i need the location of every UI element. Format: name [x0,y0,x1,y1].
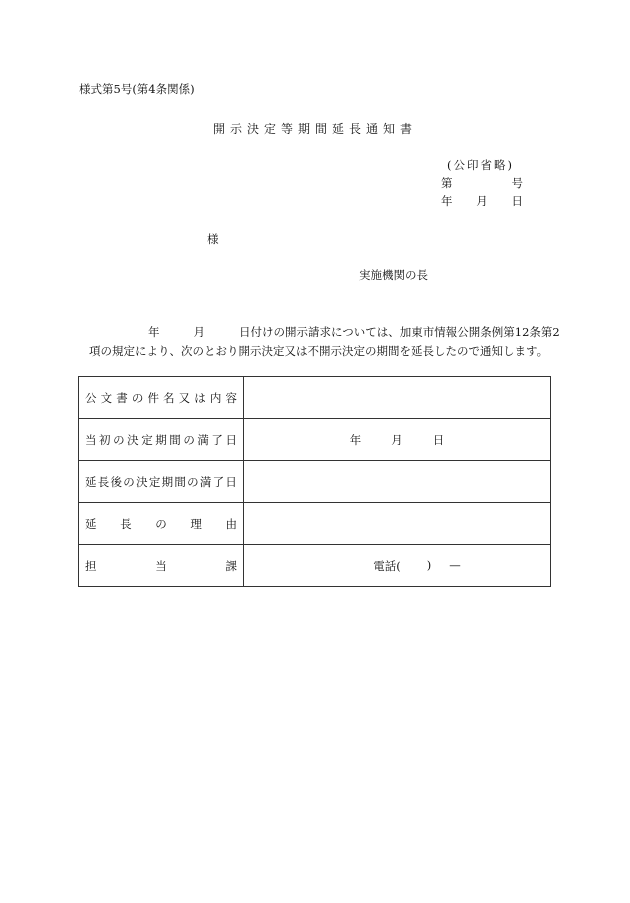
label-text [85,390,237,406]
label-text [85,558,237,574]
label-char: 当 [155,558,167,573]
label-char: 初 [99,432,111,447]
label-text [85,432,237,448]
label-text [85,474,237,490]
label-char: 文 [100,390,113,405]
date-day: 日 [511,194,523,208]
label-char: 後 [110,474,123,489]
label-char: 間 [169,432,181,447]
seal-omitted-note: (公印省略) [447,158,514,172]
row-label-department [79,545,244,587]
form-identifier: 様式第5号(第4条関係) [79,82,195,96]
table-row [79,377,551,419]
label-char: 間 [174,474,186,489]
notice-table [78,376,551,587]
label-char: 決 [127,432,139,447]
label-char: 名 [163,390,175,405]
label-char: の [187,474,199,489]
phone-prefix: 電話( [373,558,401,573]
label-char: の [183,432,195,447]
label-char: 件 [147,390,159,405]
label-char: 長 [120,516,132,531]
label-char: 書 [116,390,128,405]
label-char: 担 [85,558,97,573]
deadline-day: 日 [432,432,445,447]
label-char: 課 [225,558,237,573]
label-char: 定 [148,474,161,489]
body-month: 月 [193,325,205,339]
label-char: 決 [136,474,148,489]
deadline-date [244,432,550,448]
label-char: 満 [199,474,212,489]
row-label-reason [79,503,244,545]
table-row [79,461,551,503]
label-char: 延 [85,474,97,489]
date-year: 年 [441,194,453,208]
row-label-document [79,377,244,419]
deadline-month: 月 [391,432,403,447]
label-char: の [123,474,135,489]
label-char: 又 [178,390,191,405]
label-char: 公 [85,390,97,405]
body-line1-rest: 日付けの開示請求については、加東市情報公開条例第12条第2 [239,325,560,339]
label-char: 日 [225,474,237,489]
date-month: 月 [476,194,488,208]
phone-field [244,558,550,574]
body-line-1 [148,324,560,340]
deadline-year: 年 [349,432,362,447]
phone-dash: — [449,557,461,572]
row-value-original-deadline[interactable] [244,419,551,461]
table-row [79,545,551,587]
label-char: 了 [212,474,225,489]
label-char: 日 [225,432,237,447]
addressee-suffix: 様 [207,232,219,246]
document-title: 開示決定等期間延長通知書 [212,122,417,136]
label-char: 延 [85,516,97,531]
body-year: 年 [148,325,160,339]
sender-name: 実施機関の長 [359,268,428,282]
label-char: 内 [209,390,222,405]
label-char: 期 [161,474,174,489]
label-char: の [155,516,167,531]
label-char: の [131,390,144,405]
body-line-2: 項の規定により、次のとおり開示決定又は不開示決定の期間を延長したので通知します。 [89,344,549,358]
table-row [79,419,551,461]
label-char: 期 [155,432,167,447]
label-char: の [113,432,125,447]
number-prefix: 第 [441,176,453,190]
row-value-extended-deadline[interactable] [244,461,551,503]
label-char: は [194,390,206,405]
label-char: 由 [225,516,237,531]
row-value-department[interactable] [244,545,551,587]
label-char: 容 [225,390,237,405]
label-char: 満 [197,432,209,447]
row-label-extended-deadline [79,461,244,503]
row-value-reason[interactable] [244,503,551,545]
label-char: 長 [97,474,110,489]
document-date-row [441,193,523,209]
label-char: 定 [141,432,153,447]
label-text [85,516,237,532]
row-value-document[interactable] [244,377,551,419]
phone-close: ) [426,557,432,572]
document-number-row [441,175,523,191]
label-char: 了 [211,432,223,447]
table-row [79,503,551,545]
number-suffix: 号 [511,176,523,190]
label-char: 理 [190,516,202,531]
row-label-original-deadline [79,419,244,461]
label-char: 当 [85,432,97,447]
